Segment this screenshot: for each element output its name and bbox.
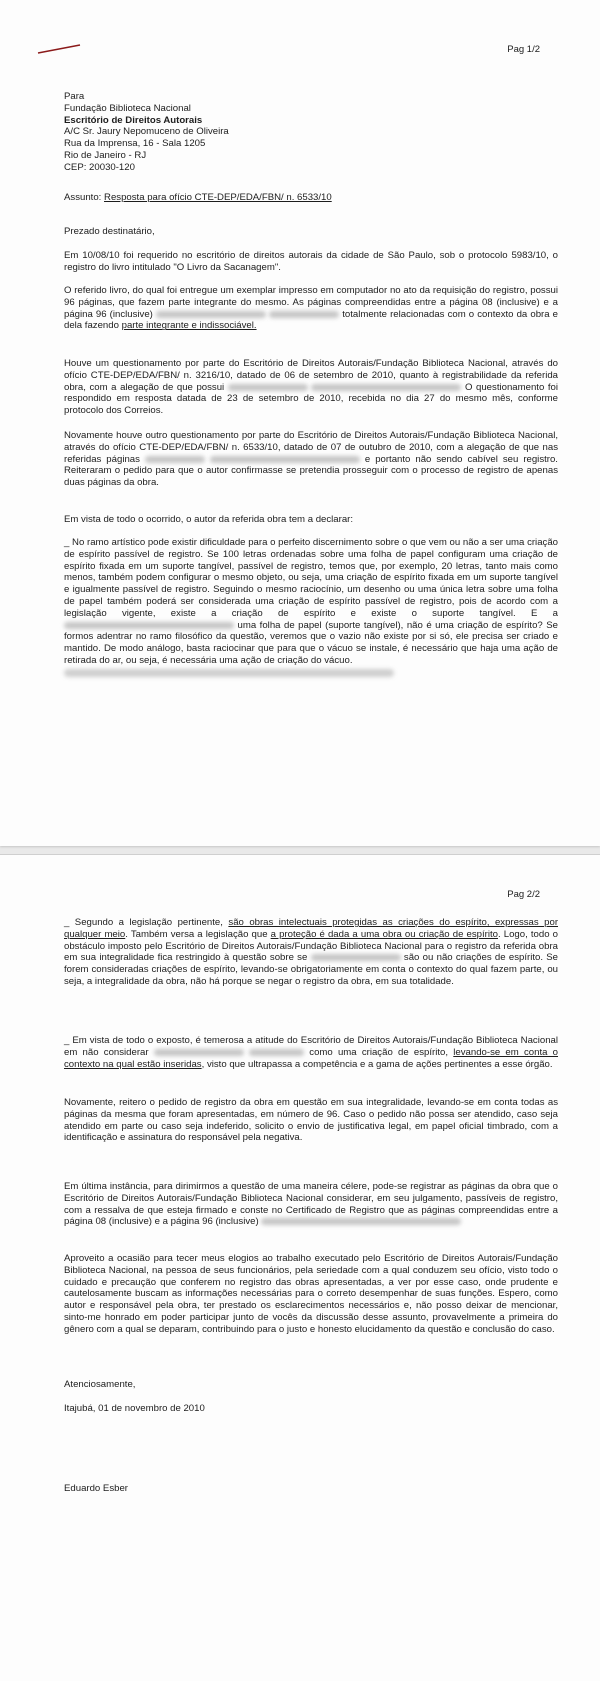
redacted-text <box>311 384 461 391</box>
recipient-address <box>64 91 229 174</box>
address-attn: A/C Sr. Jaury Nepomuceno de Oliveira <box>64 126 229 138</box>
closing: Atenciosamente, <box>64 1379 136 1390</box>
page-number: Pag 2/2 <box>507 889 540 900</box>
redacted-text <box>64 622 234 629</box>
redacted-text <box>154 1049 244 1056</box>
page-number: Pag 1/2 <box>507 44 540 55</box>
address-to: Para <box>64 91 85 102</box>
paragraph: Novamente houve outro questionamento por parte do Escritório de Direitos Autorais/Fundação Biblioteca Nacional, através do ofício CTE-DEP/EDA/FBN/ n. 6533/10, datado de 07 de outubro de 2010, com a alegação de que nas referidas páginas e portanto não sendo cabível seu registro. Reiteraram o pedido para que o autor confirmasse se pretendia prosseguir com o processo de registro de apenas duas páginas da obra. <box>64 430 558 489</box>
paragraph: O referido livro, do qual foi entregue um exemplar impresso em computador no ato da requisição do registro, possui 96 páginas, que fazem parte integrante do mesmo. As páginas compreendidas entre a página 08 (inclusive) e a página 96 (inclusive) totalmente relacionadas com o contexto da obra e dela fazendo parte integrante e indissociável. <box>64 285 559 332</box>
address-org: Fundação Biblioteca Nacional <box>64 102 191 114</box>
address-zip: CEP: 20030-120 <box>64 161 135 173</box>
paragraph: Aproveito a ocasião para tecer meus elogios ao trabalho executado pelo Escritório de Direitos Autorais/Fundação Biblioteca Nacional, na pessoa de seus funcionários, pela seriedade com a qual conduzem seu ofício, visto todo o cuidado e precaução que conferem no registro das obras apresentadas, a ver por esse caso, onde prudente e cautelosamente buscam as informações necessárias para o correto desempenhar de suas funções. Espero, como autor e responsável pela obra, ter prestado os esclarecimentos necessários e, não posso deixar de mencionar, sinto-me honrado em poder participar junto de vocês da discussão desse assunto, provavelmente a primeira do gênero com a qual se deparam, contribuindo para o justo e honesto elucidamento da questão e conclusão do caso. <box>64 1253 558 1335</box>
paragraph: _ Segundo a legislação pertinente, são obras intelectuais protegidas as criações do espírito, expressas por qualquer meio. Também versa a legislação que a proteção é dada a uma obra ou criação de espírito. Logo, todo o obstáculo imposto pelo Escritório de Direitos Autorais/Fundação Biblioteca Nacional para o registro da referida obra em sua integralidade fica restringido à questão sobre se são ou não criações de espírito. Se forem consideradas criações de espírito, levando-se obrigatoriamente em conta o contexto do qual fazem parte, ou seja, a integralidade da obra, não há porque se negar o registro da obra, em sua totalidade. <box>64 917 559 987</box>
paragraph: Houve um questionamento por parte do Escritório de Direitos Autorais/Fundação Biblioteca Nacional, através do ofício CTE-DEP/EDA/FBN/ n. 3216/10, datado de 06 de setembro de 2010, quanto à registrabilidade da referida obra, com a alegação de que possui O questionamento foi respondido em resposta datada de 23 de setembro de 2010, recebida no dia 27 do mesmo mês, conforme protocolo dos Correios. <box>64 358 559 417</box>
paragraph: Novamente, reitero o pedido de registro da obra em questão em sua integralidade, levando-se em conta todas as páginas da mesma que foram apresentadas, em número de 96. Caso o pedido não possa ser atendido, caso seja atendido em parte ou caso seja indeferido, solicito o envio de justificativa legal, em papel oficial timbrado, com a identificação e assinatura do responsável pela negativa. <box>64 1097 558 1144</box>
redacted-text <box>156 311 266 318</box>
redacted-text <box>311 954 401 961</box>
subject-line: Assunto: Resposta para ofício CTE-DEP/EDA/FBN/ n. 6533/10 <box>64 192 332 203</box>
redacted-text <box>261 1218 461 1225</box>
place-date: Itajubá, 01 de novembro de 2010 <box>64 1403 205 1414</box>
signature-name: Eduardo Esber <box>64 1483 128 1494</box>
letter-page-2 <box>0 854 600 1681</box>
address-office: Escritório de Direitos Autorais <box>64 114 203 126</box>
redacted-text <box>269 311 339 318</box>
redacted-text <box>210 456 360 463</box>
pen-stroke-mark <box>36 42 82 56</box>
paragraph: Em vista de todo o ocorrido, o autor da referida obra tem a declarar: <box>64 514 354 525</box>
address-street: Rua da Imprensa, 16 - Sala 1205 <box>64 138 206 150</box>
greeting: Prezado destinatário, <box>64 226 155 237</box>
paragraph: _ Em vista de todo o exposto, é temerosa a atitude do Escritório de Direitos Autorais/Fundação Biblioteca Nacional em não considerar como uma criação de espírito, levando-se em conta o contexto na qual estão inseridas, visto que ultrapassa a competência e a gama de ações pertinentes a esse órgão. <box>64 1035 559 1070</box>
paragraph: Em última instância, para dirimirmos a questão de uma maneira célere, pode-se registrar as páginas da obra que o Escritório de Direitos Autorais/Fundação Biblioteca Nacional considerar, em seu julgamento, passíveis de registro, com a ressalva de que esteja firmado e conste no Certificado de Registro que as páginas compreendidas entre a página 08 (inclusive) e a página 96 (inclusive) <box>64 1181 558 1228</box>
paragraph: _ No ramo artístico pode existir dificuldade para o perfeito discernimento sobre o que vem ou não a ser uma criação de espírito passível de registro. Se 100 letras ordenadas sobre uma folha de papel configuram uma criação de espírito fixada em um suporte tangível, passível de registro, temos que, por exemplo, 20 letras, tanto mais como menos, também podem configurar o mesmo objeto, ou seja, uma criação de espírito fixada em um suporte tangível e igualmente passível de registro. Seguindo o mesmo raciocínio, um desenho ou uma única letra sobre uma folha de papel também poderá ser considerada uma criação de espírito passível de registro, pois de acordo com a legislação vigente, existe a criação de espírito e existe o suporte tangível. E a uma folha de papel (suporte tangível), não é uma criação de espírito? Se formos adentrar no ramo filosófico da questão, veremos que o vazio não existe por si só, ele precisa ser criado e mantido. De modo análogo, basta raciocinar que para que o vácuo se instale, é necessário que haja uma ação de retirada do ar, ou seja, é necessária uma ação de criação do vácuo. <box>64 537 558 677</box>
subject-text: Resposta para ofício CTE-DEP/EDA/FBN/ n. 6533/10 <box>104 192 332 203</box>
redacted-text <box>249 1049 304 1056</box>
redacted-text <box>145 456 205 463</box>
redacted-line <box>64 669 394 677</box>
address-city: Rio de Janeiro - RJ <box>64 149 147 161</box>
redacted-text <box>228 384 308 391</box>
paragraph: Em 10/08/10 foi requerido no escritório de direitos autorais da cidade de São Paulo, sob o protocolo 5983/10, o registro do livro intitulado "O Livro da Sacanagem". <box>64 250 558 273</box>
